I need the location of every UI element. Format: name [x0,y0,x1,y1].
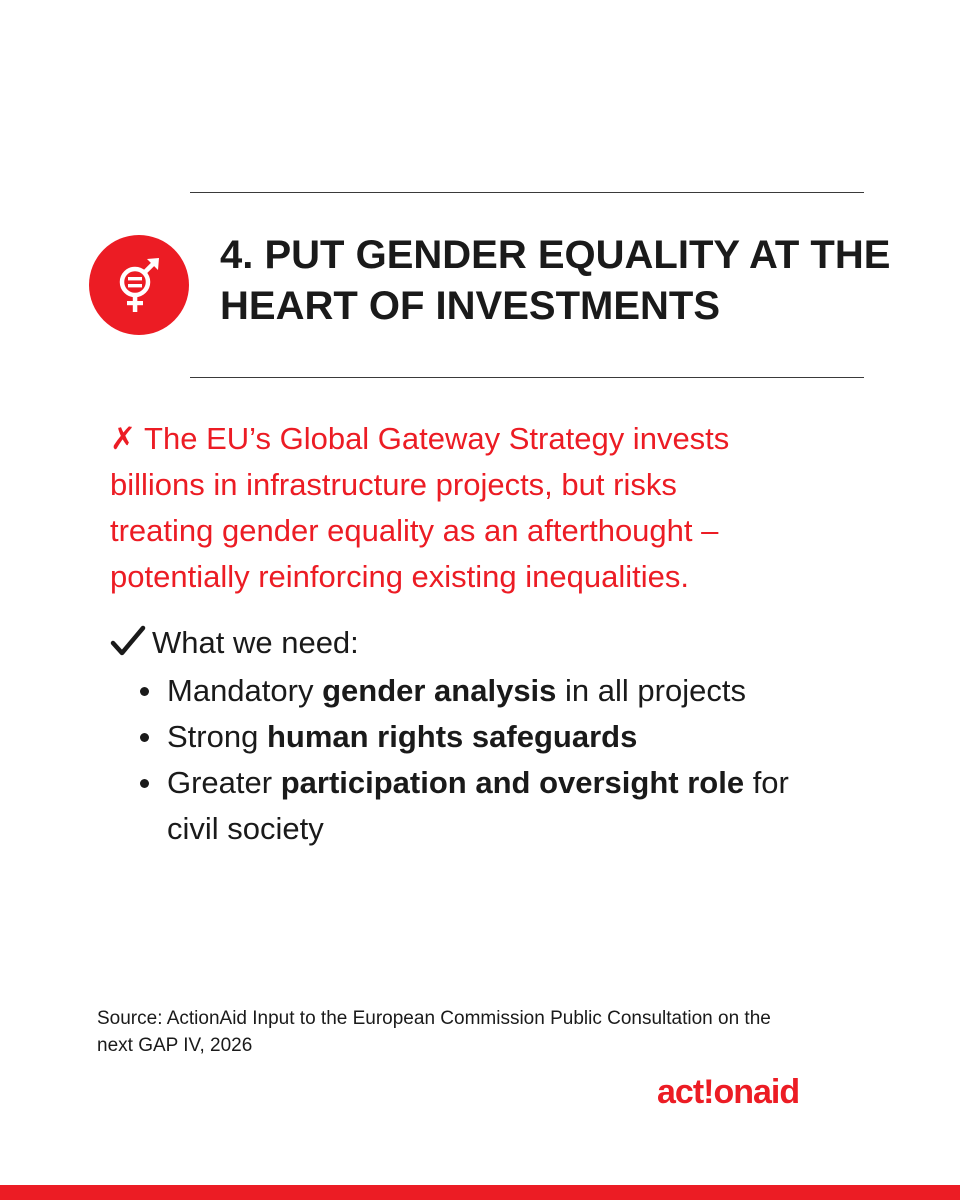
top-divider [190,192,864,193]
brand-footer-bar [0,1185,960,1200]
source-citation [97,1005,867,1059]
needs-list [167,668,867,852]
bottom-divider [190,377,864,378]
source-line-2: next GAP IV, 2026 [97,1035,253,1056]
source-line-1: Source: ActionAid Input to the European Commission Public Consultation on the [97,1008,771,1029]
problem-text-1: The EU’s Global Gateway Strategy invests [144,421,730,456]
cross-icon: ✗ [110,421,136,456]
needs-title: What we need: [152,625,359,660]
needs-heading [110,620,359,666]
gender-equality-icon [89,235,189,335]
title-line-1: 4. PUT GENDER EQUALITY AT THE [220,233,891,277]
problem-line-3: treating gender equality as an afterthought – [110,513,719,548]
actionaid-logo: act!onaid [657,1073,800,1111]
list-item: Strong human rights safeguards [167,714,867,760]
list-item: Greater participation and oversight role for civil society [167,760,867,852]
problem-line-1 [110,416,870,462]
problem-line-4: potentially reinforcing existing inequalities. [110,559,689,594]
problem-line-2: billions in infrastructure projects, but risks [110,467,677,502]
title-line-2: HEART OF INVESTMENTS [220,284,721,328]
problem-statement [110,416,870,600]
list-item: Mandatory gender analysis in all projects [167,668,867,714]
checkmark-icon [110,624,146,658]
page-title [220,230,891,332]
